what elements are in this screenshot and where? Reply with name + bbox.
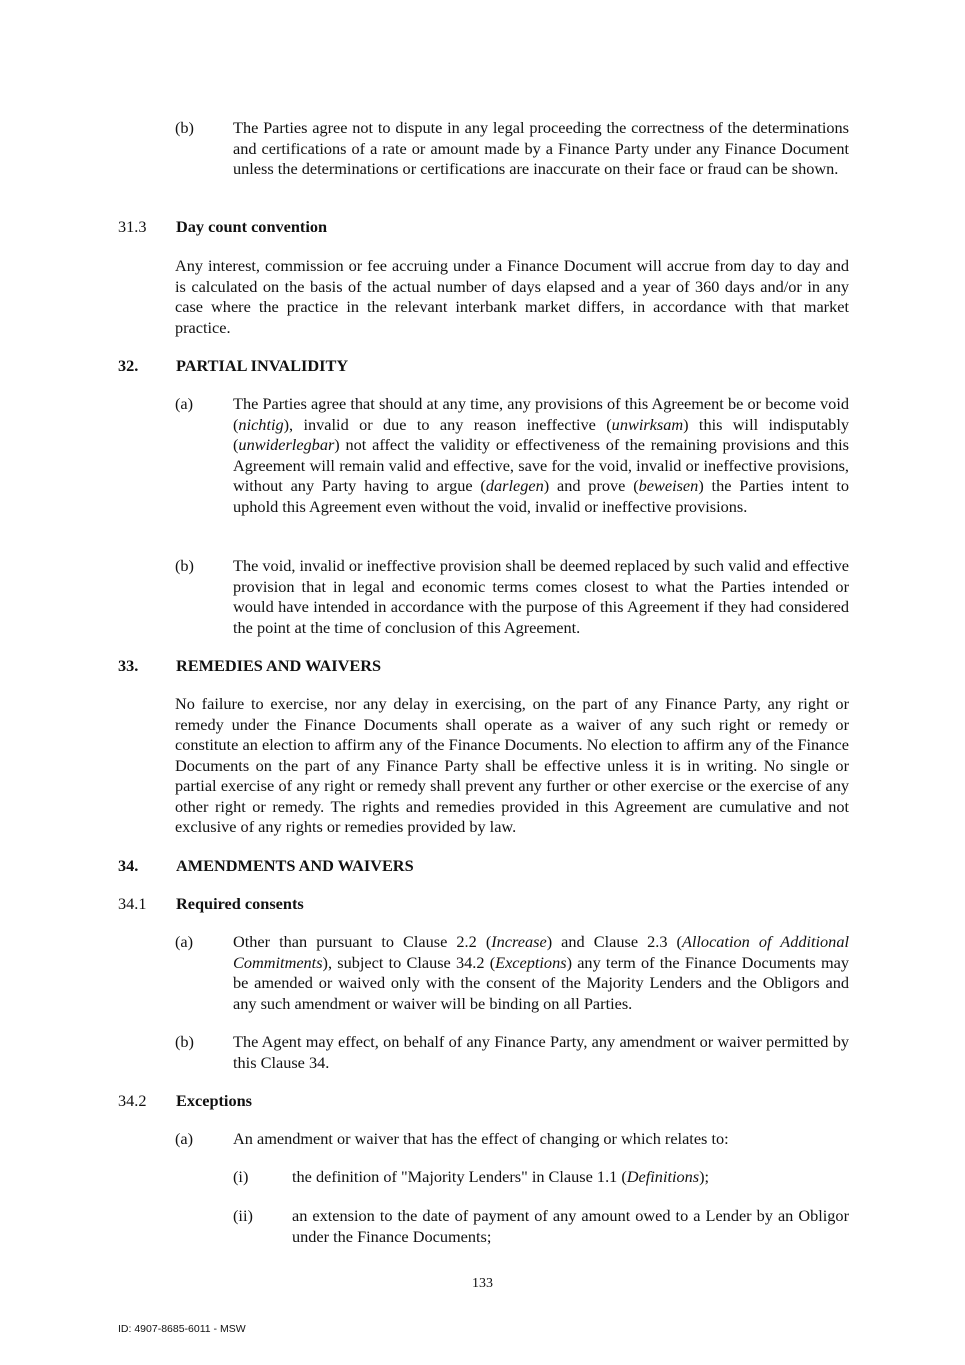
- section-heading: Exceptions: [176, 1091, 252, 1110]
- clause-text: Other than pursuant to Clause 2.2 (Increase) and Clause 2.3 (Allocation of Additional Commitments), subject to Clause 34.2 (Exceptions) any term of the Finance Documents may be amended or waived only with the consent of the Majority Lenders and the Obligors and any such amendment or waiver will be binding on all Parties.: [233, 932, 850, 1013]
- clause-label: (b): [175, 556, 194, 575]
- subclause-label: (i): [233, 1167, 249, 1186]
- clause-text: The Agent may effect, on behalf of any Finance Party, any amendment or waiver permitted by this Clause 34.: [233, 1032, 849, 1072]
- subclause-label: (ii): [233, 1206, 253, 1225]
- section-heading: Day count convention: [176, 217, 328, 236]
- section-body: Any interest, commission or fee accruing under a Finance Document will accrue from day to day and is calculated on the basis of the actual number of days elapsed and a year of 360 days and/or in any case where the practice in the relevant interbank market differs, in accordance with that market practice.: [175, 256, 849, 337]
- section-number: 34.1: [118, 894, 147, 913]
- section-number: 32.: [118, 356, 139, 375]
- clause-label: (b): [175, 1032, 194, 1051]
- clause-label: (a): [175, 394, 194, 413]
- section-number: 33.: [118, 656, 139, 675]
- section-heading: REMEDIES AND WAIVERS: [176, 656, 382, 675]
- subclause-text: the definition of "Majority Lenders" in Clause 1.1 (Definitions);: [292, 1167, 710, 1186]
- section-number: 31.3: [118, 217, 147, 236]
- clause-text: An amendment or waiver that has the effect of changing or which relates to:: [233, 1129, 729, 1148]
- section-heading: PARTIAL INVALIDITY: [176, 356, 349, 375]
- section-heading: Required consents: [176, 894, 304, 913]
- clause-text: The Parties agree not to dispute in any legal proceeding the correctness of the determinations and certifications of a rate or amount made by a Finance Party under any Finance Document unless the determinations or certifications are inaccurate on their face or fraud can be shown.: [233, 118, 849, 178]
- clause-label: (a): [175, 1129, 194, 1148]
- clause-label: (b): [175, 118, 194, 137]
- clause-text: The void, invalid or ineffective provision shall be deemed replaced by such valid and effective provision that in legal and economic terms comes closest to what the Parties intended or would have intended in accordance with the purpose of this Agreement if they had considered the point at the time of conclusion of this Agreement.: [233, 556, 849, 637]
- section-body: No failure to exercise, nor any delay in exercising, on the part of any Finance Party, any right or remedy under the Finance Documents shall operate as a waiver of any such right or remedy or constitute an election to affirm any of the Finance Documents. No election to affirm any of the Finance Documents on the part of any Finance Party shall be effective unless it is in writing. No single or partial exercise of any right or remedy shall prevent any further or other exercise or the exercise of any other right or remedy. The rights and remedies provided in this Agreement are cumulative and not exclusive of any rights or remedies provided by law.: [175, 694, 849, 836]
- document-id: ID: 4907-8685-6011 - MSW: [118, 1323, 246, 1335]
- section-number: 34.: [118, 856, 139, 875]
- section-number: 34.2: [118, 1091, 147, 1110]
- clause-label: (a): [175, 932, 194, 951]
- clause-text: The Parties agree that should at any time, any provisions of this Agreement be or become void (nichtig), invalid or due to any reason ineffective (unwirksam) this will indisputably (unwiderlegbar) not affect the validity or effectiveness of the remaining provisions and this Agreement will remain valid and effective, save for the void, invalid or ineffective provisions, without any Party having to argue (darlegen) and prove (beweisen) the Parties intent to uphold this Agreement even without the void, invalid or ineffective provisions.: [233, 394, 849, 516]
- subclause-text: an extension to the date of payment of any amount owed to a Lender by an Obligor under the Finance Documents;: [292, 1206, 849, 1246]
- page-number: 133: [472, 1276, 493, 1291]
- section-heading: AMENDMENTS AND WAIVERS: [176, 856, 414, 875]
